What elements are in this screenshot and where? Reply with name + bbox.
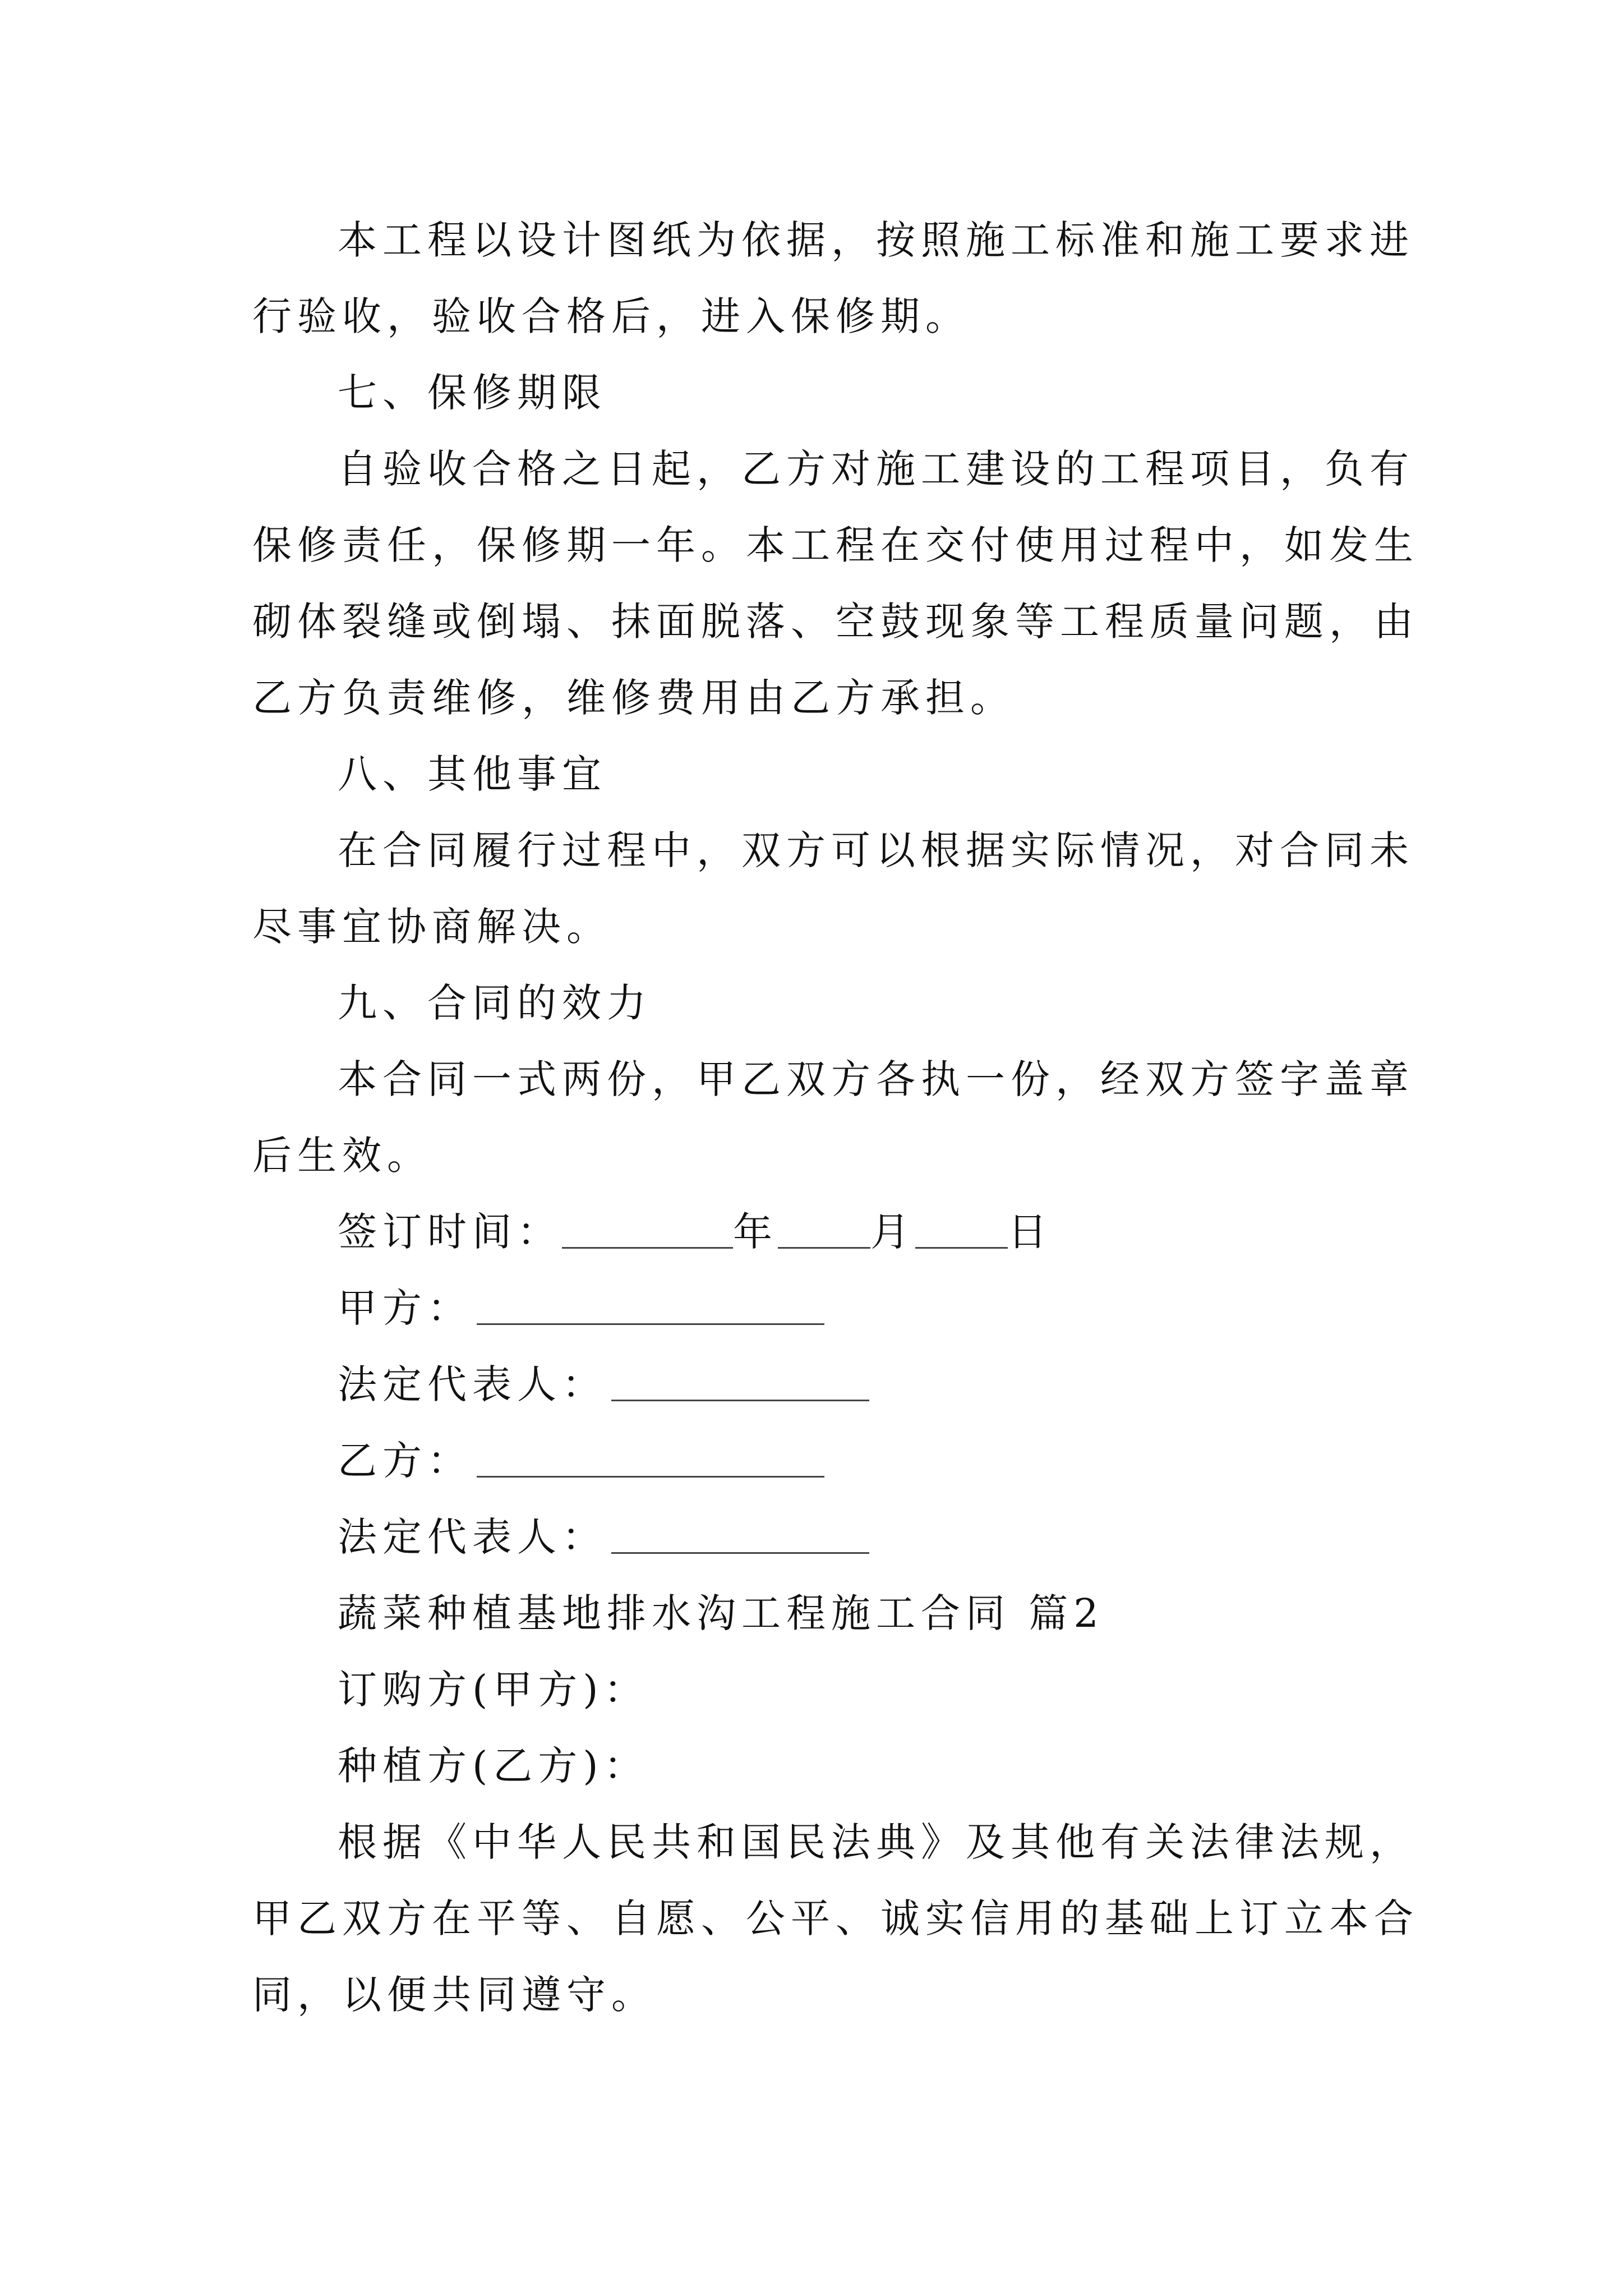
section-heading: 七、保修期限 bbox=[338, 370, 607, 416]
paragraph-line: 甲乙双方在平等、自愿、公平、诚实信用的基础上订立本合 bbox=[252, 1895, 1419, 1941]
rep-b-blank bbox=[611, 1519, 869, 1554]
month-label: 月 bbox=[870, 1209, 915, 1255]
party-a-label: 甲方： bbox=[338, 1285, 472, 1331]
section-heading: 八、其他事宜 bbox=[338, 751, 607, 797]
party-b-blank bbox=[477, 1442, 824, 1478]
paragraph-line: 乙方负责维修，维修费用由乙方承担。 bbox=[252, 675, 1015, 721]
paragraph-line: 同，以便共同遵守。 bbox=[252, 1972, 656, 2018]
paragraph-line: 行验收，验收合格后，进入保修期。 bbox=[252, 293, 970, 339]
paragraph-line: 保修责任，保修期一年。本工程在交付使用过程中，如发生 bbox=[252, 522, 1419, 568]
paragraph-line: 自验收合格之日起，乙方对施工建设的工程项目，负有 bbox=[338, 446, 1414, 492]
signing-date-row bbox=[252, 1194, 1391, 1270]
party-a-row bbox=[252, 1270, 1391, 1346]
month-blank bbox=[778, 1213, 870, 1249]
rep-a-row bbox=[252, 1346, 1391, 1423]
rep-a-label: 法定代表人： bbox=[338, 1361, 607, 1407]
signing-date-label: 签订时间： bbox=[338, 1209, 562, 1255]
grower-line: 种植方(乙方)： bbox=[338, 1743, 649, 1789]
rep-a-blank bbox=[611, 1366, 869, 1401]
paragraph-line: 本工程以设计图纸为依据，按照施工标准和施工要求进 bbox=[338, 217, 1414, 263]
paragraph-line: 本合同一式两份，甲乙双方各执一份，经双方签字盖章 bbox=[338, 1056, 1414, 1102]
section-heading: 九、合同的效力 bbox=[338, 980, 652, 1026]
day-blank bbox=[915, 1213, 1008, 1249]
paragraph-line: 根据《中华人民共和国民法典》及其他有关法律法规， bbox=[338, 1819, 1414, 1865]
day-label: 日 bbox=[1008, 1209, 1053, 1255]
year-label: 年 bbox=[733, 1209, 778, 1255]
paragraph-line: 在合同履行过程中，双方可以根据实际情况，对合同未 bbox=[338, 827, 1414, 873]
document-page bbox=[252, 202, 1419, 2033]
rep-b-row bbox=[252, 1499, 1391, 1575]
paragraph-line: 后生效。 bbox=[252, 1133, 432, 1179]
party-b-row bbox=[252, 1423, 1391, 1499]
rep-b-label: 法定代表人： bbox=[338, 1514, 607, 1560]
buyer-line: 订购方(甲方)： bbox=[338, 1667, 649, 1713]
paragraph-line: 尽事宜协商解决。 bbox=[252, 904, 611, 950]
year-blank bbox=[562, 1213, 733, 1249]
party-b-label: 乙方： bbox=[338, 1438, 472, 1484]
contract-2-title: 蔬菜种植基地排水沟工程施工合同 篇2 bbox=[338, 1590, 1104, 1636]
party-a-blank bbox=[477, 1290, 824, 1325]
paragraph-line: 砌体裂缝或倒塌、抹面脱落、空鼓现象等工程质量问题，由 bbox=[252, 599, 1419, 645]
